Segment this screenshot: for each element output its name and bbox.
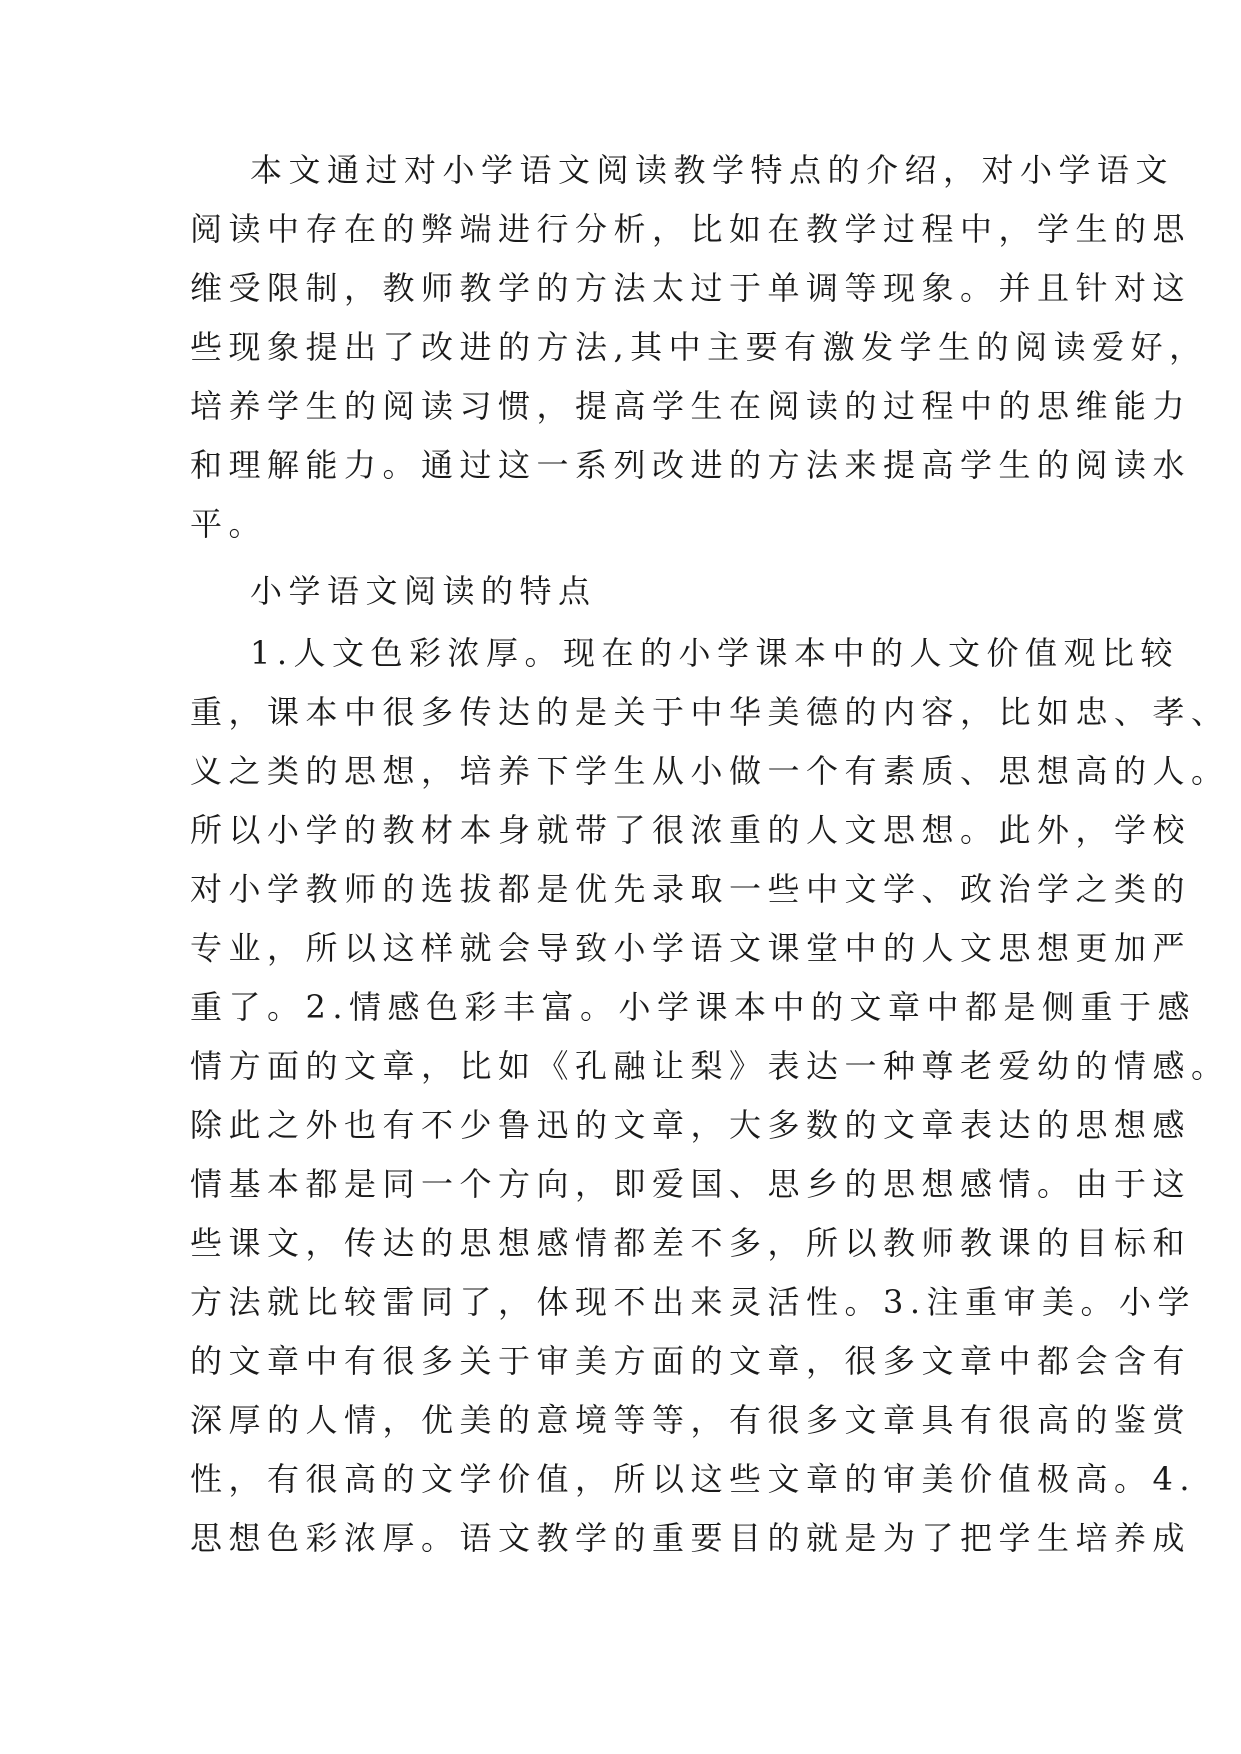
paragraph-line: 义之类的思想，培养下学生从小做一个有素质、思想高的人。: [190, 752, 1230, 790]
paragraph-line: 本文通过对小学语文阅读教学特点的介绍，对小学语文: [250, 151, 1175, 189]
paragraph-line: 情方面的文章，比如《孔融让梨》表达一种尊老爱幼的情感。: [190, 1047, 1230, 1085]
paragraph-line: 对小学教师的选拔都是优先录取一些中文学、政治学之类的: [190, 870, 1192, 908]
paragraph-line: 些现象提出了改进的方法,其中主要有激发学生的阅读爱好，: [190, 328, 1208, 366]
paragraph-line: 情基本都是同一个方向，即爱国、思乡的思想感情。由于这: [190, 1165, 1192, 1203]
paragraph-line: 专业，所以这样就会导致小学语文课堂中的人文思想更加严: [190, 929, 1192, 967]
paragraph-line: 些课文，传达的思想感情都差不多，所以教师教课的目标和: [190, 1224, 1192, 1262]
paragraph-line: 性，有很高的文学价值，所以这些文章的审美价值极高。4.: [190, 1460, 1197, 1498]
paragraph-line: 阅读中存在的弊端进行分析，比如在教学过程中，学生的思: [190, 210, 1192, 248]
paragraph-line: 1.人文色彩浓厚。现在的小学课本中的人文价值观比较: [250, 634, 1180, 672]
paragraph-line: 和理解能力。通过这一系列改进的方法来提高学生的阅读水: [190, 446, 1192, 484]
section-heading: 小学语文阅读的特点: [250, 572, 597, 610]
paragraph-line: 平。: [190, 505, 268, 543]
paragraph-line: 所以小学的教材本身就带了很浓重的人文思想。此外，学校: [190, 811, 1192, 849]
paragraph-line: 维受限制，教师教学的方法太过于单调等现象。并且针对这: [190, 269, 1192, 307]
paragraph-line: 思想色彩浓厚。语文教学的重要目的就是为了把学生培养成: [190, 1519, 1192, 1557]
paragraph-line: 重，课本中很多传达的是关于中华美德的内容，比如忠、孝、: [190, 693, 1230, 731]
paragraph-line: 除此之外也有不少鲁迅的文章，大多数的文章表达的思想感: [190, 1106, 1192, 1144]
paragraph-line: 培养学生的阅读习惯，提高学生在阅读的过程中的思维能力: [190, 387, 1192, 425]
paragraph-line: 重了。2.情感色彩丰富。小学课本中的文章中都是侧重于感: [190, 988, 1197, 1026]
paragraph-line: 的文章中有很多关于审美方面的文章，很多文章中都会含有: [190, 1342, 1192, 1380]
paragraph-line: 深厚的人情，优美的意境等等，有很多文章具有很高的鉴赏: [190, 1401, 1192, 1439]
paragraph-line: 方法就比较雷同了，体现不出来灵活性。3.注重审美。小学: [190, 1283, 1197, 1321]
